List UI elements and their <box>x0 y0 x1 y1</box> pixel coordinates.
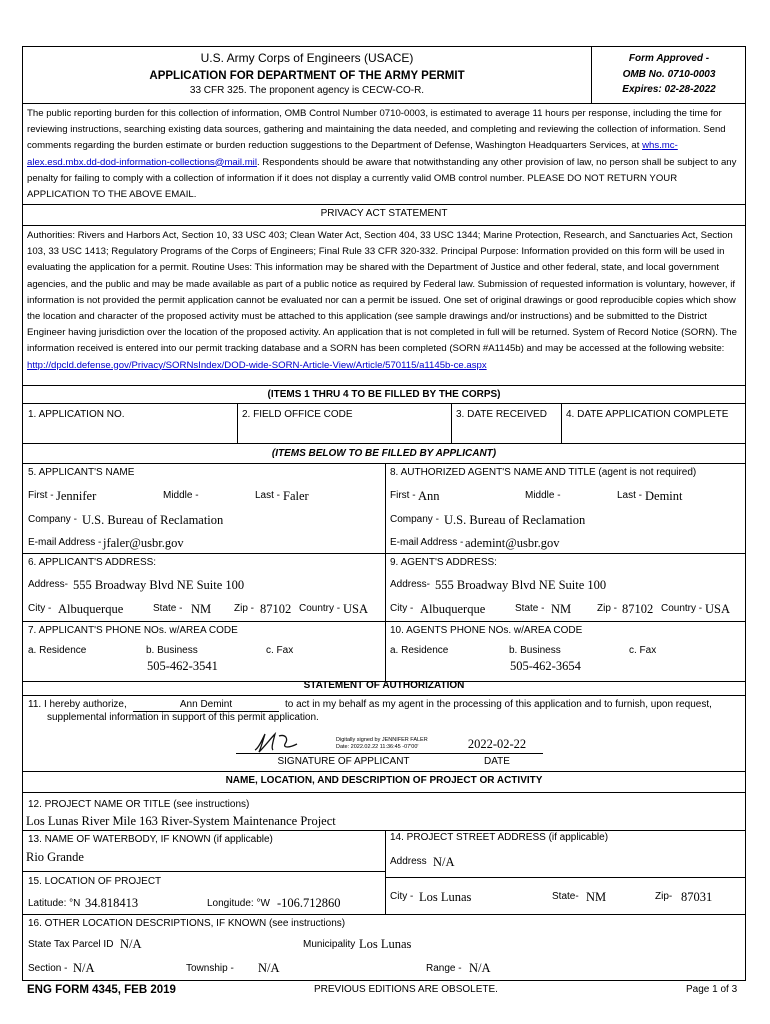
project-heading: NAME, LOCATION, AND DESCRIPTION OF PROJECT OR ACTIVITY <box>225 775 543 786</box>
applicant-state[interactable]: NM <box>191 602 212 616</box>
applicant-zip[interactable]: 87102 <box>260 602 292 616</box>
signature-date[interactable]: 2022-02-22 <box>467 737 527 751</box>
agent-email-label: E-mail Address - <box>390 537 464 548</box>
agent-business-phone[interactable]: 505-462-3654 <box>510 659 581 673</box>
applicant-address[interactable]: 555 Broadway Blvd NE Suite 100 <box>73 578 245 592</box>
agent-company-label: Company - <box>390 514 439 525</box>
project-zip[interactable]: 87031 <box>681 890 713 904</box>
applicant-address-label: Address- <box>28 579 69 590</box>
applicant-zip-label: Zip - <box>234 603 254 614</box>
applicant-signature-mark <box>249 730 333 754</box>
burden-text-cont: . Respondents should be aware that notwithstanding any other provision of law, no person shall be subject to any penalty for failing to comply with a collection of information if it does not display a currently valid OMB control number. PLEASE DO NOT RETURN YOUR APPLICATION TO THE ABOVE EMAIL. <box>27 156 737 201</box>
applicant-country[interactable]: USA <box>343 602 369 616</box>
agent-name-label: 8. AUTHORIZED AGENT'S NAME AND TITLE (agent is not required) <box>390 467 697 478</box>
omb-number: OMB No. 0710-0003 <box>622 69 716 80</box>
project-address[interactable]: N/A <box>433 855 455 869</box>
agent-address[interactable]: 555 Broadway Blvd NE Suite 100 <box>435 578 607 592</box>
applicant-business-label: b. Business <box>146 645 198 656</box>
agent-phone-heading: 10. AGENTS PHONE NOs. w/AREA CODE <box>390 625 583 636</box>
location-label: 15. LOCATION OF PROJECT <box>28 876 162 887</box>
applicant-items-heading: (ITEMS BELOW TO BE FILLED BY APPLICANT) <box>271 448 497 459</box>
range-value[interactable]: N/A <box>469 961 491 975</box>
municipality[interactable]: Los Lunas <box>359 937 412 951</box>
authorization-heading: STATEMENT OF AUTHORIZATION <box>303 680 465 691</box>
applicant-country-label: Country - <box>299 603 341 614</box>
agent-city-label: City - <box>390 603 414 614</box>
agent-fax-label: c. Fax <box>629 645 657 656</box>
township-label: Township - <box>186 963 234 974</box>
agent-address-label: Address- <box>390 579 431 590</box>
applicant-email[interactable]: jfaler@usbr.gov <box>103 536 184 550</box>
application-no-label: 1. APPLICATION NO. <box>28 409 125 420</box>
permit-application-form <box>22 46 746 981</box>
applicant-company[interactable]: U.S. Bureau of Reclamation <box>82 513 224 527</box>
signature-line <box>236 753 451 754</box>
agent-state-label: State - <box>515 603 545 614</box>
agent-first-label: First - <box>390 490 416 501</box>
latitude-label: Latitude: °N <box>28 898 81 909</box>
agent-state[interactable]: NM <box>551 602 572 616</box>
date-line <box>451 753 543 754</box>
date-label: DATE <box>484 756 510 767</box>
applicant-middle-label: Middle - <box>163 490 199 501</box>
township-value[interactable]: N/A <box>258 961 280 975</box>
date-received-label: 3. DATE RECEIVED <box>456 409 547 420</box>
agent-company[interactable]: U.S. Bureau of Reclamation <box>444 513 586 527</box>
agent-business-label: b. Business <box>509 645 561 656</box>
applicant-state-label: State - <box>153 603 183 614</box>
agent-city[interactable]: Albuquerque <box>420 602 486 616</box>
project-address-label: Address <box>390 856 427 867</box>
waterbody-name[interactable]: Rio Grande <box>26 850 84 864</box>
agency-name: U.S. Army Corps of Engineers (USACE) <box>200 51 414 65</box>
authorization-text-a: 11. I hereby authorize, <box>28 699 127 710</box>
street-address-label: 14. PROJECT STREET ADDRESS (if applicable) <box>390 832 609 843</box>
signature-label: SIGNATURE OF APPLICANT <box>277 756 410 767</box>
latitude-value[interactable]: 34.818413 <box>85 896 139 910</box>
authorized-agent-name[interactable]: Ann Demint <box>133 699 279 712</box>
applicant-residence-label: a. Residence <box>28 645 87 656</box>
section-label: Section - <box>28 963 68 974</box>
field-office-code-label: 2. FIELD OFFICE CODE <box>242 409 353 420</box>
agent-last-name[interactable]: Demint <box>645 489 683 503</box>
longitude-value[interactable]: -106.712860 <box>277 896 341 910</box>
agent-email[interactable]: ademint@usbr.gov <box>465 536 560 550</box>
applicant-email-label: E-mail Address - <box>28 537 102 548</box>
cfr-reference: 33 CFR 325. The proponent agency is CECW-CO-R. <box>189 85 425 96</box>
project-name[interactable]: Los Lunas River Mile 163 River-System Maintenance Project <box>26 814 336 828</box>
project-city[interactable]: Los Lunas <box>419 890 472 904</box>
project-state-label: State- <box>552 891 579 902</box>
burden-email-link[interactable]: whs.mc-alex.esd.mbx.dd-dod-information-collections@mail.mil <box>27 140 678 168</box>
project-city-label: City - <box>390 891 414 902</box>
other-location-label: 16. OTHER LOCATION DESCRIPTIONS, IF KNOWN (see instructions) <box>28 918 346 929</box>
sorn-link[interactable]: http://dpcld.defense.gov/Privacy/SORNsIndex/DOD-wide-SORN-Article-View/Article/570115/a1145b-ce.aspx <box>27 359 487 371</box>
agent-zip[interactable]: 87102 <box>622 602 654 616</box>
form-number: ENG FORM 4345, FEB 2019 <box>27 984 176 996</box>
applicant-name-label: 5. APPLICANT'S NAME <box>28 467 135 478</box>
project-zip-label: Zip- <box>655 891 673 902</box>
form-approved-label: Form Approved - <box>628 53 710 64</box>
burden-text: The public reporting burden for this collection of information, OMB Control Number 0710-0003, is estimated to average 11 hours per response, including the time for reviewing instructions, searching existing data sources, gathering and maintaining the data needed, and completing and reviewing the collection of information. Send comments regarding the burden estimate or burden reduction suggestions to the Department of Defense, Washington Headquarters Services, at <box>27 108 726 152</box>
privacy-heading: PRIVACY ACT STATEMENT <box>320 208 448 219</box>
applicant-last-name[interactable]: Faler <box>283 489 309 503</box>
obsolete-notice: PREVIOUS EDITIONS ARE OBSOLETE. <box>314 984 498 995</box>
agent-country-label: Country - <box>661 603 703 614</box>
parcel-id-label: State Tax Parcel ID <box>28 939 114 950</box>
agent-last-label: Last - <box>617 490 643 501</box>
longitude-label: Longitude: °W <box>207 898 270 909</box>
digital-signature-line2: Date: 2022.02.22 11:36:45 -07'00' <box>336 744 419 750</box>
applicant-last-label: Last - <box>255 490 281 501</box>
agent-first-name[interactable]: Ann <box>418 489 440 503</box>
waterbody-label: 13. NAME OF WATERBODY, IF KNOWN (if applicable) <box>28 834 273 845</box>
applicant-phone-heading: 7. APPLICANT'S PHONE NOs. w/AREA CODE <box>28 625 238 636</box>
expiration-date: Expires: 02-28-2022 <box>622 84 716 95</box>
agent-residence-label: a. Residence <box>390 645 449 656</box>
municipality-label: Municipality <box>303 939 356 950</box>
applicant-city[interactable]: Albuquerque <box>58 602 124 616</box>
burden-statement <box>27 106 741 203</box>
applicant-city-label: City - <box>28 603 52 614</box>
section-value[interactable]: N/A <box>73 961 95 975</box>
date-complete-label: 4. DATE APPLICATION COMPLETE <box>566 409 729 420</box>
agent-country[interactable]: USA <box>705 602 731 616</box>
applicant-fax-label: c. Fax <box>266 645 294 656</box>
agent-zip-label: Zip - <box>597 603 617 614</box>
authorization-text-c: supplemental information in support of this permit application. <box>47 712 319 723</box>
applicant-first-label: First - <box>28 490 54 501</box>
project-state[interactable]: NM <box>586 890 607 904</box>
applicant-business-phone[interactable]: 505-462-3541 <box>147 659 218 673</box>
applicant-address-heading: 6. APPLICANT'S ADDRESS: <box>28 557 157 568</box>
applicant-company-label: Company - <box>28 514 77 525</box>
agent-middle-label: Middle - <box>525 490 561 501</box>
applicant-first-name[interactable]: Jennifer <box>56 489 97 503</box>
privacy-text: Authorities: Rivers and Harbors Act, Section 10, 33 USC 403; Clean Water Act, Section 404, 33 USC 1344; Marine Protection, Research, and Sanctuaries Act, Section 103, 33 USC 1413; Regulatory Programs of the Corps of Engineers; Final Rule 33 CFR 320-332. Principal Purpose: Information provided on this form will be used in evaluating the application for a permit. Routine Uses: This information may be shared with the Department of Justice and other federal, state, and local government agencies, and the public and may be made available as part of a public notice as required by Federal law. Submission of requested information is voluntary, however, if information is not provided the permit application cannot be evaluated nor can a permit be issued. One set of original drawings or good reproducible copies which show the location and character of the proposed activity must be attached to this application (see sample drawings and/or instructions) and be submitted to the District Engineer having jurisdiction over the location of the proposed activity. An application that is not completed in full will be returned. System of Record Notice (SORN). The information received is entered into our permit tracking database and a SORN has been completed (SORN #A1145b) and may be accessed at the following website: <box>27 230 737 355</box>
corps-items-heading: (ITEMS 1 THRU 4 TO BE FILLED BY THE CORPS) <box>267 389 501 400</box>
form-title: APPLICATION FOR DEPARTMENT OF THE ARMY PERMIT <box>149 70 465 82</box>
authorization-text-b: to act in my behalf as my agent in the processing of this application and to furnish, upon request, <box>285 699 712 710</box>
page-number: Page 1 of 3 <box>686 984 738 995</box>
digital-signature-line1: Digitally signed by JENNIFER FALER <box>336 737 428 743</box>
parcel-id[interactable]: N/A <box>120 937 142 951</box>
privacy-statement <box>27 228 741 374</box>
range-label: Range - <box>426 963 462 974</box>
agent-address-heading: 9. AGENT'S ADDRESS: <box>390 557 497 568</box>
project-name-label: 12. PROJECT NAME OR TITLE (see instructions) <box>28 799 250 810</box>
